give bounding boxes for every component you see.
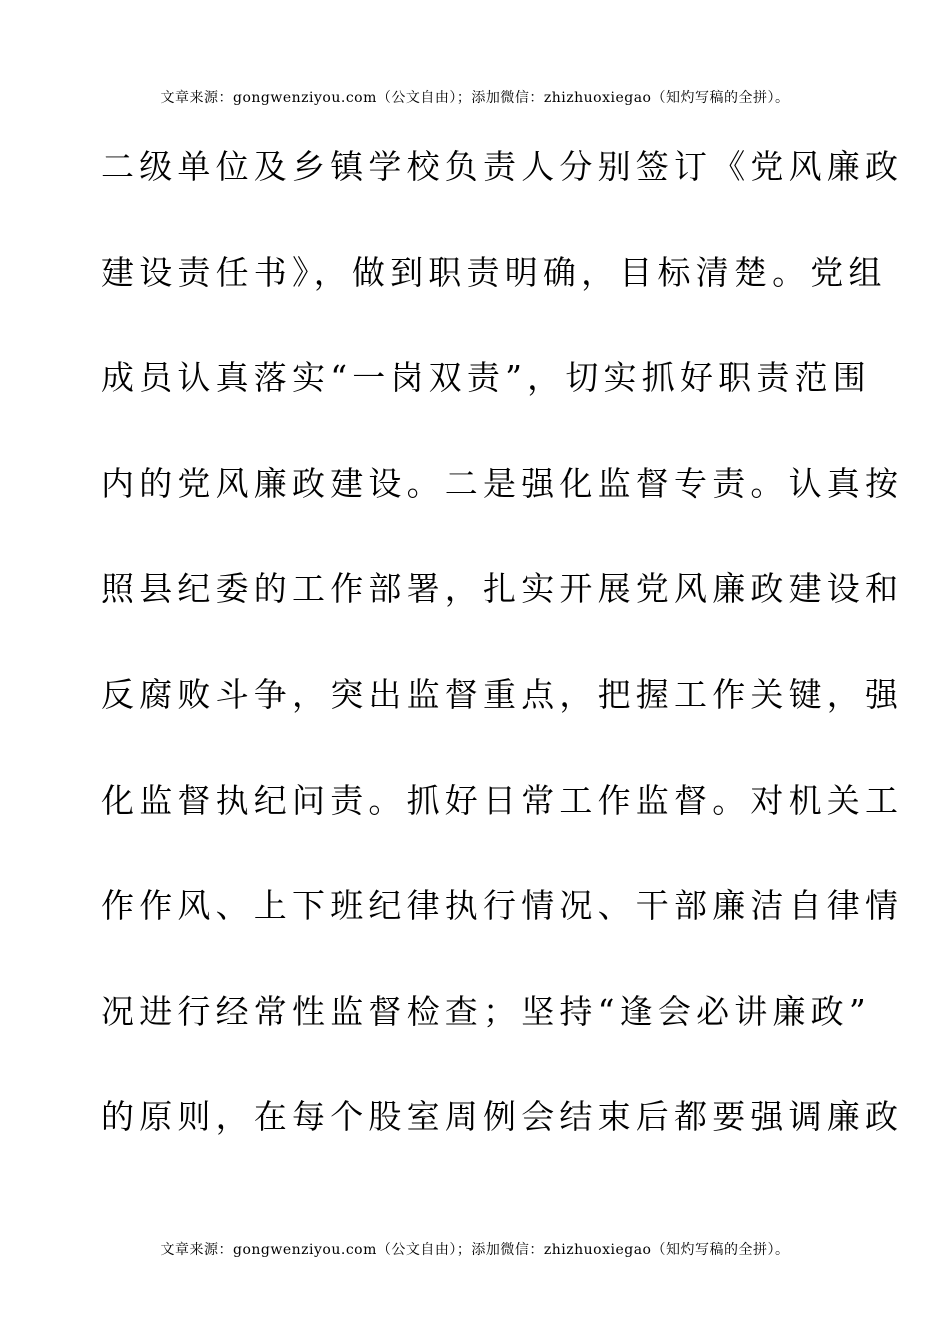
- body-line-9: 况进行经常性监督检查；坚持“逢会必讲廉政”: [101, 991, 871, 1031]
- document-body: [101, 137, 904, 1193]
- body-line-5: 照县纪委的工作部署，扎实开展党风廉政建设和: [101, 569, 904, 609]
- body-line-3: 成员认真落实“一岗双责”，切实抓好职责范围: [101, 358, 871, 398]
- body-line-2: 建设责任书》，做到职责明确，目标清楚。党组: [101, 252, 887, 292]
- body-line-4: 内的党风廉政建设。二是强化监督专责。认真按: [101, 463, 904, 503]
- footer-source-note: 文章来源：gongwenziyou.com（公文自由）；添加微信：zhizhuoxiegao（知灼写稿的全拼）。: [160, 1242, 790, 1258]
- body-line-1: 二级单位及乡镇学校负责人分别签订《党风廉政: [101, 147, 904, 186]
- body-line-6: 反腐败斗争，突出监督重点，把握工作关键，强: [101, 674, 904, 714]
- body-line-8: 作作风、上下班纪律执行情况、干部廉洁自律情: [101, 886, 904, 926]
- body-line-10: 的原则，在每个股室周例会结束后都要强调廉政: [101, 1097, 904, 1137]
- header-source-note: 文章来源：gongwenziyou.com（公文自由）；添加微信：zhizhuoxiegao（知灼写稿的全拼）。: [160, 90, 790, 106]
- body-line-7: 化监督执纪问责。抓好日常工作监督。对机关工: [101, 780, 904, 820]
